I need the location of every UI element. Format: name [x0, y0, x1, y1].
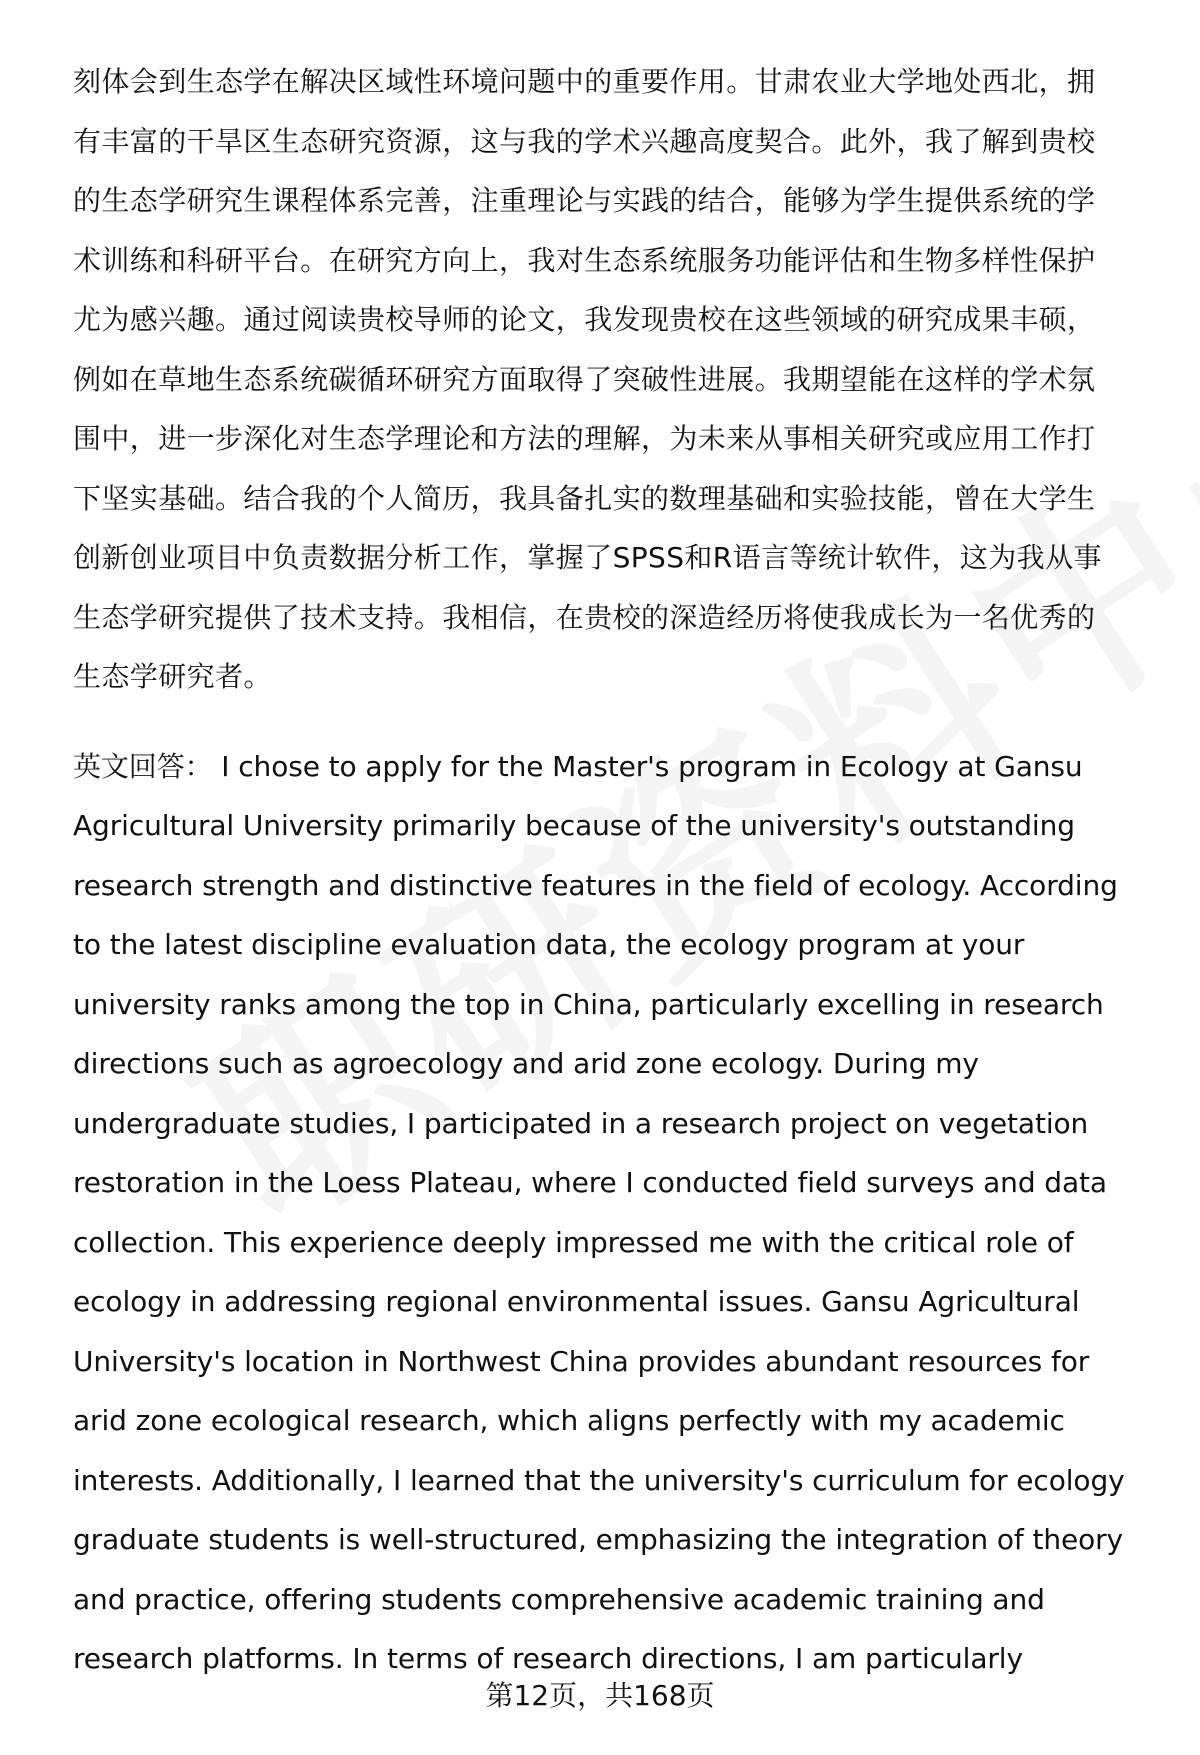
paragraph-line: undergraduate studies, I participated in a research project on vegetation: [73, 1106, 1089, 1140]
paragraph-line: 英文回答： I chose to apply for the Master's program in Ecology at Gansu: [73, 749, 1083, 783]
paragraph-line: 生态学研究提供了技术支持。我相信，在贵校的深造经历将使我成长为一名优秀的: [73, 600, 1096, 634]
paragraph-line: restoration in the Loess Plateau, where I conducted field surveys and data: [73, 1166, 1107, 1199]
paragraph-line: ecology in addressing regional environmental issues. Gansu Agricultural: [73, 1285, 1080, 1318]
paragraph-line: collection. This experience deeply impressed me with the critical role of: [73, 1225, 1074, 1259]
paragraph-line: university ranks among the top in China, particularly excelling in research: [73, 987, 1104, 1021]
chinese-paragraph: [73, 52, 1143, 707]
paragraph-spacer: [73, 707, 1143, 737]
paragraph-line: 有丰富的干旱区生态研究资源，这与我的学术兴趣高度契合。此外，我了解到贵校: [73, 124, 1096, 158]
paragraph-line: to the latest discipline evaluation data, the ecology program at your: [73, 928, 1025, 961]
paragraph-line: University's location in Northwest China provides abundant resources for: [73, 1344, 1090, 1378]
paragraph-line: directions such as agroecology and arid zone ecology. During my: [73, 1047, 979, 1080]
paragraph-line: 术训练和科研平台。在研究方向上，我对生态系统服务功能评估和生物多样性保护: [73, 243, 1096, 277]
paragraph-line: and practice, offering students comprehensive academic training and: [73, 1582, 1045, 1616]
paragraph-line: 创新创业项目中负责数据分析工作，掌握了SPSS和R语言等统计软件，这为我从事: [73, 541, 1102, 574]
paragraph-line: 下坚实基础。结合我的个人简历，我具备扎实的数理基础和实验技能，曾在大学生: [73, 481, 1096, 515]
paragraph-line: arid zone ecological research, which aligns perfectly with my academic: [73, 1404, 1065, 1437]
english-paragraph: [73, 737, 1143, 1689]
paragraph-line: 例如在草地生态系统碳循环研究方面取得了突破性进展。我期望能在这样的学术氛: [73, 362, 1096, 396]
paragraph-line: 尤为感兴趣。通过阅读贵校导师的论文，我发现贵校在这些领域的研究成果丰硕，: [73, 303, 1096, 336]
paragraph-line: interests. Additionally, I learned that the university's curriculum for ecology: [73, 1463, 1125, 1497]
paragraph-line: 刻体会到生态学在解决区域性环境问题中的重要作用。甘肃农业大学地处西北，拥: [73, 65, 1096, 98]
paragraph-line: graduate students is well-structured, emphasizing the integration of theory: [73, 1523, 1124, 1556]
paragraph-line: 的生态学研究生课程体系完善，注重理论与实践的结合，能够为学生提供系统的学: [73, 184, 1096, 217]
paragraph-line: 生态学研究者。: [73, 660, 272, 693]
page-content: [73, 52, 1143, 1689]
page-number: 第12页，共168页: [485, 1679, 715, 1712]
paragraph-line: 围中，进一步深化对生态学理论和方法的理解，为未来从事相关研究或应用工作打: [73, 422, 1096, 455]
paragraph-line: research strength and distinctive features in the field of ecology. According: [73, 868, 1118, 902]
paragraph-line: research platforms. In terms of research directions, I am particularly: [73, 1642, 1023, 1675]
paragraph-line: Agricultural University primarily because of the university's outstanding: [73, 809, 1075, 842]
